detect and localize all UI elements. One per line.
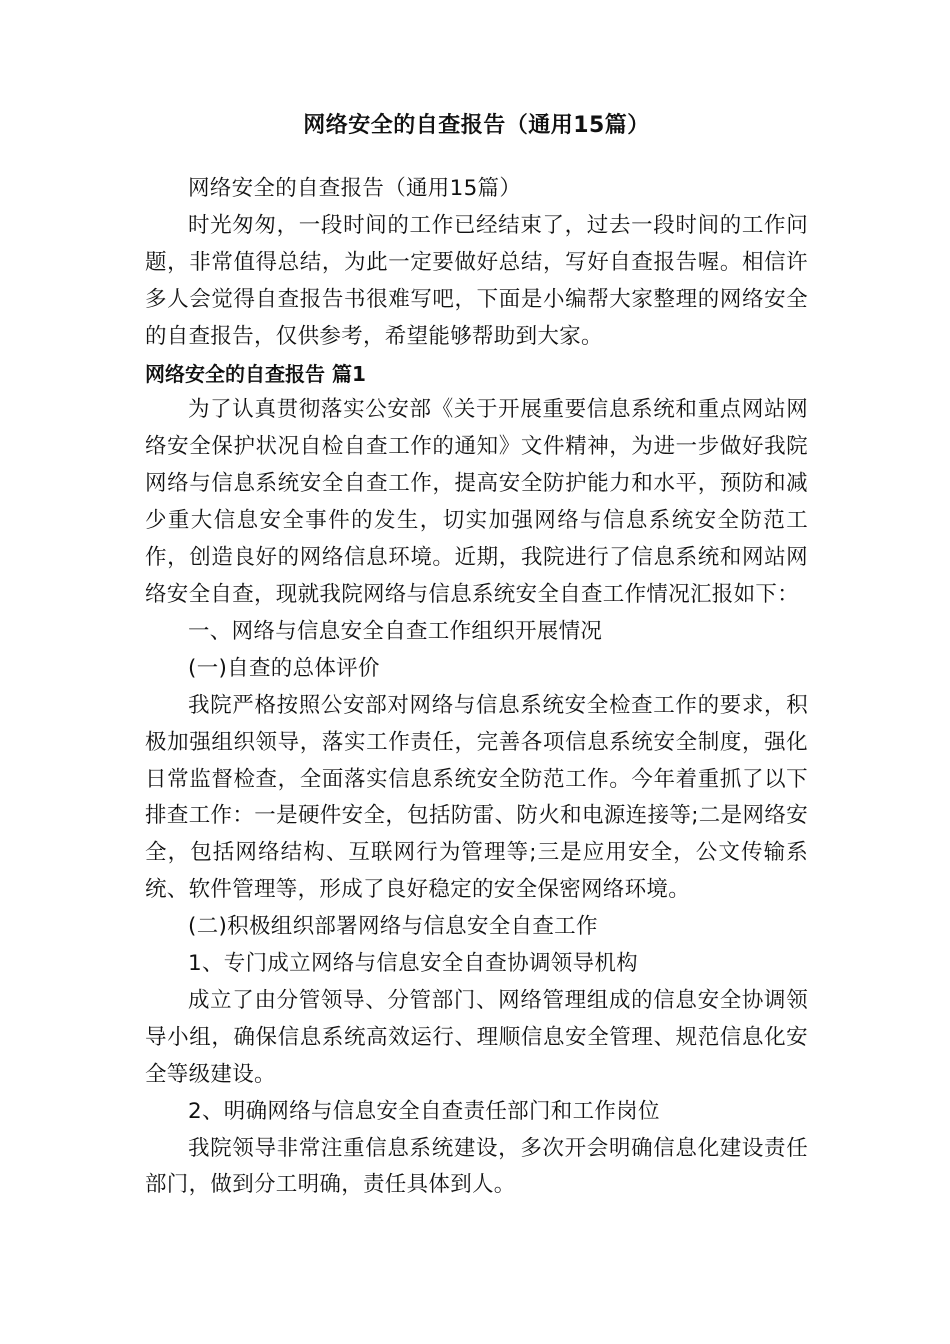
- body-paragraph: 我院严格按照公安部对网络与信息系统安全检查工作的要求，积极加强组织领导，落实工作责任，完善各项信息系统安全制度，强化日常监督检查，全面落实信息系统安全防范工作。今年着重抓了以下排查工作：一是硬件安全，包括防雷、防火和电源连接等;二是网络安全，包括网络结构、互联网行为管理等;三是应用安全，公文传输系统、软件管理等，形成了良好稳定的安全保密网络环境。: [145, 692, 808, 903]
- subheading: (二)积极组织部署网络与信息安全自查工作: [188, 914, 598, 940]
- body-paragraph: 为了认真贯彻落实公安部《关于开展重要信息系统和重点网站网络安全保护状况自检自查工作的通知》文件精神，为进一步做好我院网络与信息系统安全自查工作，提高安全防护能力和水平，预防和减少重大信息安全事件的发生，切实加强网络与信息系统安全防范工作，创造良好的网络信息环境。近期，我院进行了信息系统和网站网络安全自查，现就我院网络与信息系统安全自查工作情况汇报如下：: [145, 397, 808, 607]
- body-paragraph: 成立了由分管领导、分管部门、网络管理组成的信息安全协调领导小组，确保信息系统高效运行、理顺信息安全管理、规范信息化安全等级建设。: [145, 987, 808, 1087]
- subheading: 2、明确网络与信息安全自查责任部门和工作岗位: [188, 1098, 660, 1124]
- subheading: 1、专门成立网络与信息安全自查协调领导机构: [188, 951, 638, 977]
- document-title: 网络安全的自查报告（通用15篇）: [303, 113, 650, 138]
- section-heading: 网络安全的自查报告 篇1: [145, 361, 366, 386]
- intro-paragraph: 时光匆匆，一段时间的工作已经结束了，过去一段时间的工作问题，非常值得总结，为此一定要做好总结，写好自查报告喔。相信许多人会觉得自查报告书很难写吧，下面是小编帮大家整理的网络安全的自查报告，仅供参考，希望能够帮助到大家。: [145, 212, 808, 349]
- subheading: 一、网络与信息安全自查工作组织开展情况: [188, 618, 603, 644]
- body-paragraph: 我院领导非常注重信息系统建设，多次开会明确信息化建设责任部门，做到分工明确，责任具体到人。: [145, 1135, 808, 1198]
- document-page: [145, 108, 808, 1204]
- intro-subtitle: 网络安全的自查报告（通用15篇）: [188, 176, 522, 201]
- subheading: (一)自查的总体评价: [188, 655, 380, 681]
